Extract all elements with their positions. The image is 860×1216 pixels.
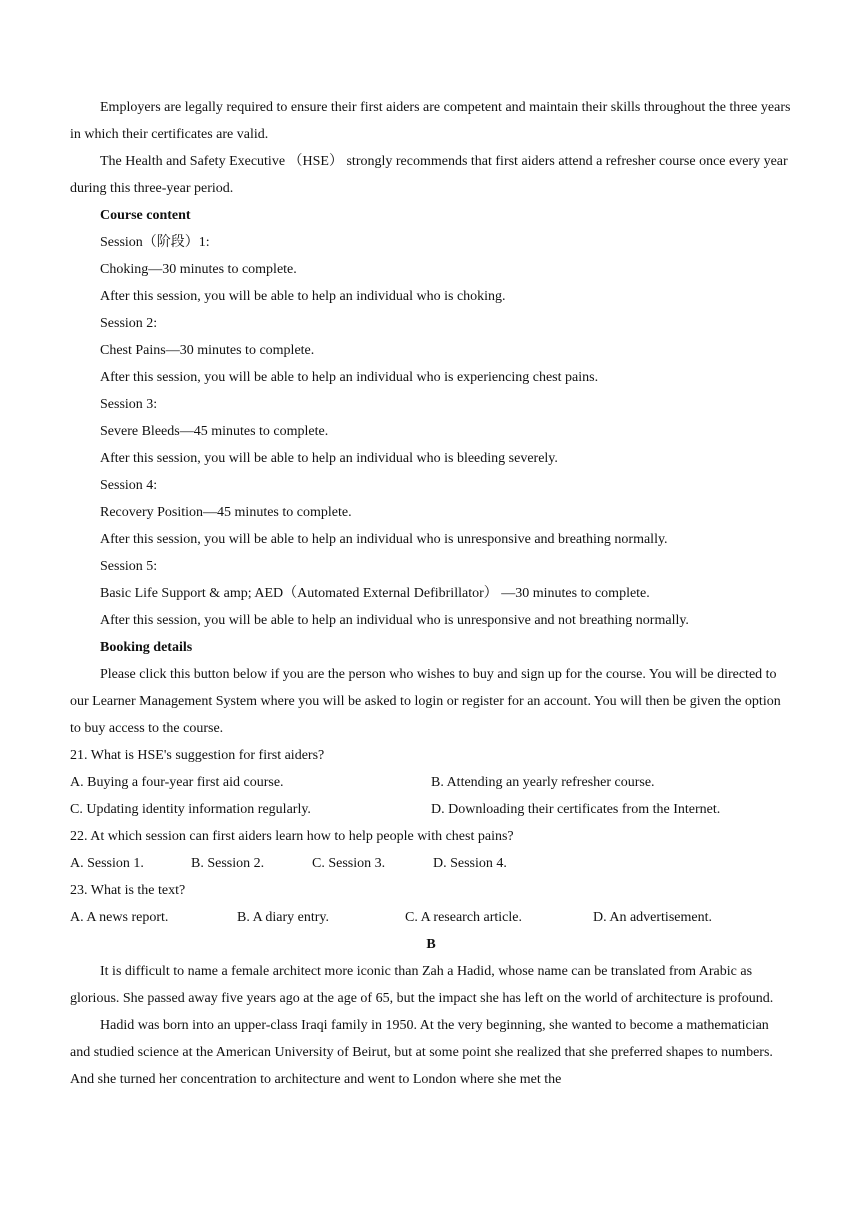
- question-23-option-d: D. An advertisement.: [593, 910, 712, 925]
- session-5-title: Basic Life Support & amp; AED（Automated External Defibrillator） —30 minutes to complete.: [100, 586, 650, 601]
- session-5-outcome: After this session, you will be able to help an individual who is unresponsive and not breathing normally.: [100, 613, 689, 628]
- course-content-heading: Course content: [100, 208, 191, 223]
- session-4-outcome: After this session, you will be able to help an individual who is unresponsive and breathing normally.: [100, 532, 668, 547]
- question-21-option-a: A. Buying a four-year first aid course.: [70, 775, 284, 790]
- page-content: [70, 94, 792, 1093]
- session-4-label: Session 4:: [100, 478, 158, 493]
- question-23-option-a: A. A news report.: [70, 910, 169, 925]
- booking-details-heading: Booking details: [100, 640, 193, 655]
- question-23-stem: 23. What is the text?: [70, 883, 186, 898]
- session-3-outcome: After this session, you will be able to help an individual who is bleeding severely.: [100, 451, 558, 466]
- session-4-title: Recovery Position—45 minutes to complete.: [100, 505, 352, 520]
- passage-b-paragraph-2: Hadid was born into an upper-class Iraqi family in 1950. At the very beginning, she wanted to become a mathematician and studied science at the American University of Beirut, but at some point she realized that she preferred shapes to numbers. And she turned her concentration to architecture and went to London where she met the: [70, 1018, 773, 1087]
- session-2-title: Chest Pains—30 minutes to complete.: [100, 343, 315, 358]
- question-21-options-row-2: [70, 796, 792, 823]
- session-3-label: Session 3:: [100, 397, 158, 412]
- session-1-label: Session（阶段）1:: [100, 235, 210, 250]
- question-21-option-b: B. Attending an yearly refresher course.: [431, 775, 655, 790]
- question-22-option-d: D. Session 4.: [433, 856, 507, 871]
- intro-paragraph-1: Employers are legally required to ensure their first aiders are competent and maintain their skills throughout the three years in which their certificates are valid.: [70, 100, 791, 142]
- question-21-stem: 21. What is HSE's suggestion for first aiders?: [70, 748, 325, 763]
- session-5-label: Session 5:: [100, 559, 158, 574]
- question-21-option-c: C. Updating identity information regularly.: [70, 802, 311, 817]
- question-22-options: [70, 850, 792, 877]
- session-3-title: Severe Bleeds—45 minutes to complete.: [100, 424, 329, 439]
- question-23-option-b: B. A diary entry.: [237, 910, 330, 925]
- session-2-outcome: After this session, you will be able to help an individual who is experiencing chest pains.: [100, 370, 599, 385]
- session-2-label: Session 2:: [100, 316, 158, 331]
- question-21-option-d: D. Downloading their certificates from the Internet.: [431, 802, 721, 817]
- passage-b-paragraph-1: It is difficult to name a female architect more iconic than Zah a Hadid, whose name can be translated from Arabic as glorious. She passed away five years ago at the age of 65, but the impact she has left on the world of architecture is profound.: [70, 964, 774, 1006]
- question-23-options: [70, 904, 792, 931]
- question-21-options-row-1: [70, 769, 792, 796]
- question-22-stem: 22. At which session can first aiders learn how to help people with chest pains?: [70, 829, 514, 844]
- question-23-option-c: C. A research article.: [405, 910, 523, 925]
- intro-paragraph-2: The Health and Safety Executive （HSE） strongly recommends that first aiders attend a refresher course once every year during this three-year period.: [70, 154, 788, 196]
- session-1-outcome: After this session, you will be able to help an individual who is choking.: [100, 289, 506, 304]
- booking-details-text: Please click this button below if you are the person who wishes to buy and sign up for the course. You will be directed to our Learner Management System where you will be asked to login or register for an account. You will then be given the option to buy access to the course.: [70, 667, 781, 736]
- question-22-option-c: C. Session 3.: [312, 856, 386, 871]
- passage-b-heading: B: [426, 937, 436, 952]
- session-1-title: Choking—30 minutes to complete.: [100, 262, 297, 277]
- question-22-option-a: A. Session 1.: [70, 856, 144, 871]
- question-22-option-b: B. Session 2.: [191, 856, 265, 871]
